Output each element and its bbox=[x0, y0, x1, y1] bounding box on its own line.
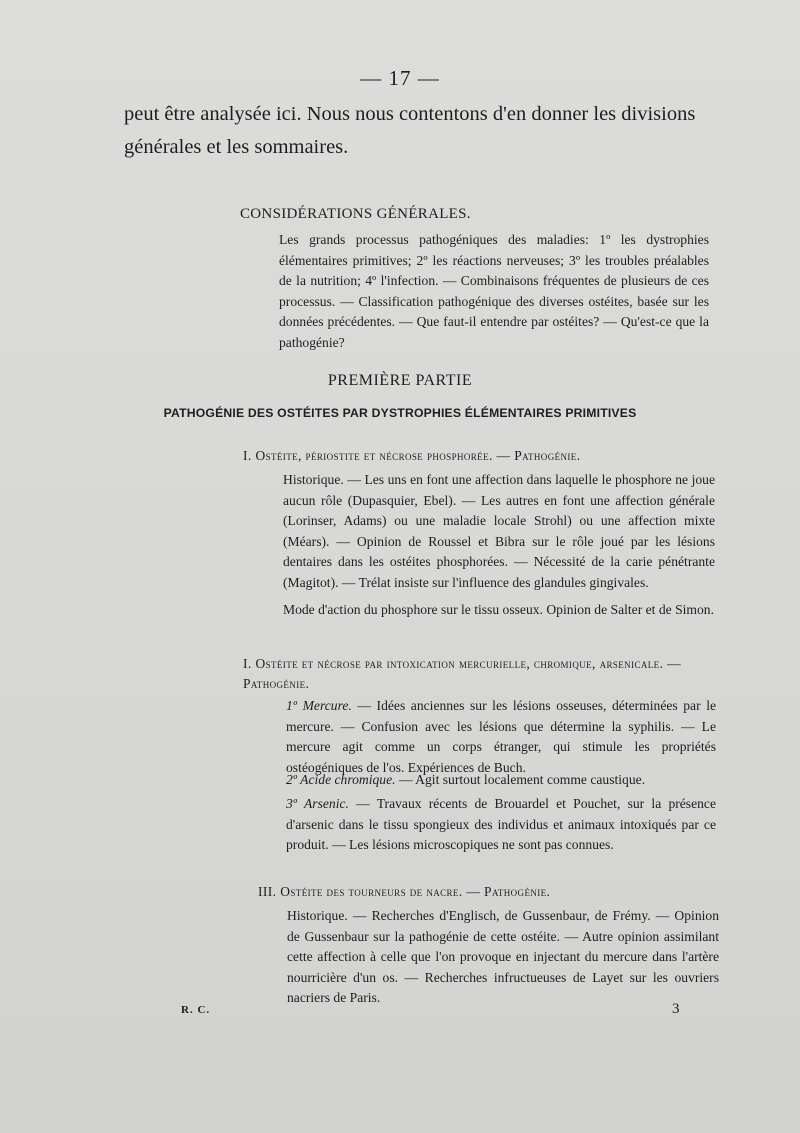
section-3-heading-text: III. Ostéite des tourneurs de nacre. — Pathogénie. bbox=[258, 884, 551, 899]
arsenic-text: — Travaux récents de Brouardel et Pouchet, sur la présence d'arsenic dans le tissu spongieux des individus et animaux intoxiqués par ce produit. — Les lésions microscopiques ne sont pas connues. bbox=[286, 796, 716, 852]
considerations-heading: CONSIDÉRATIONS GÉNÉRALES. bbox=[240, 206, 471, 222]
arsenic-label: 3º Arsenic. bbox=[286, 796, 349, 811]
section-3-historique: Historique. — Recherches d'Englisch, de Gussenbaur, de Frémy. — Opinion de Gussenbaur sur la pathogénie de cette ostéite. — Autre opinion assimilant cette affection à celle que l'on provoque en injectant du mercure dans l'artère nourricière d'un os. — Recherches infructueuses de Layet sur les ouvriers nacriers de Paris. bbox=[287, 908, 719, 1005]
section-2-chromique bbox=[286, 770, 716, 791]
section-1-heading-text: I. Ostéite, périostite et nécrose phosphorée. — Pathogénie. bbox=[243, 448, 581, 463]
considerations-text: Les grands processus pathogéniques des maladies: 1º les dystrophies élémentaires primitives; 2º les réactions nerveuses; 3º les troubles préalables de la nutrition; 4º l'infection. — Combinaisons fréquentes de plusieurs de ces processus. — Classification pathogénique des diverses ostéites, basée sur les données précédentes. — Que faut-il entendre par ostéites? — Qu'est-ce que la pathogénie? bbox=[279, 232, 709, 350]
section-2-heading bbox=[243, 654, 713, 694]
section-2-heading-text: I. Ostéite et nécrose par intoxication mercurielle, chromique, arsenicale. — Pathogénie. bbox=[243, 656, 682, 691]
intro-paragraph: peut être analysée ici. Nous nous contentons d'en donner les divisions générales et les sommaires. bbox=[124, 103, 696, 158]
footer-signature: R. C. bbox=[181, 1004, 211, 1016]
chromique-label: 2º Acide chromique. bbox=[286, 772, 396, 787]
part-title: PREMIÈRE PARTIE bbox=[327, 372, 473, 389]
footer-sheet-number: 3 bbox=[672, 1001, 680, 1017]
section-1-heading bbox=[243, 446, 723, 466]
section-2-arsenic bbox=[286, 794, 716, 856]
mercure-text: — Idées anciennes sur les lésions osseuses, déterminées par le mercure. — Confusion avec les lésions que détermine la syphilis. — Le mercure agit comme un corps étranger, qui stimule les propriétés ostéogéniques de l'os. Expériences de Buch. bbox=[286, 698, 717, 775]
mercure-label: 1º Mercure. bbox=[286, 698, 352, 713]
section-1-mode: Mode d'action du phosphore sur le tissu osseux. Opinion de Salter et de Simon. bbox=[283, 602, 714, 617]
chromique-text: — Agit surtout localement comme caustique. bbox=[395, 772, 646, 787]
part-subtitle: PATHOGÉNIE DES OSTÉITES PAR DYSTROPHIES ÉLÉMENTAIRES PRIMITIVES bbox=[163, 406, 637, 420]
section-1-historique: Historique. — Les uns en font une affection dans laquelle le phosphore ne joue aucun rôle (Dupasquier, Ebel). — Les autres en font une affection générale (Lorinser, Adams) ou une maladie locale Strohl) ou une affection mixte (Méars). — Opinion de Roussel et Bibra sur le rôle joué par les lésions dentaires dans les ostéites phosphorées. — Nécessité de la carie pénétrante (Magitot). — Trélat insiste sur l'influence des glandules gingivales. bbox=[283, 472, 715, 590]
section-2-mercure bbox=[286, 696, 716, 778]
section-3-heading bbox=[258, 882, 738, 902]
page-number: — 17 — bbox=[360, 66, 440, 90]
